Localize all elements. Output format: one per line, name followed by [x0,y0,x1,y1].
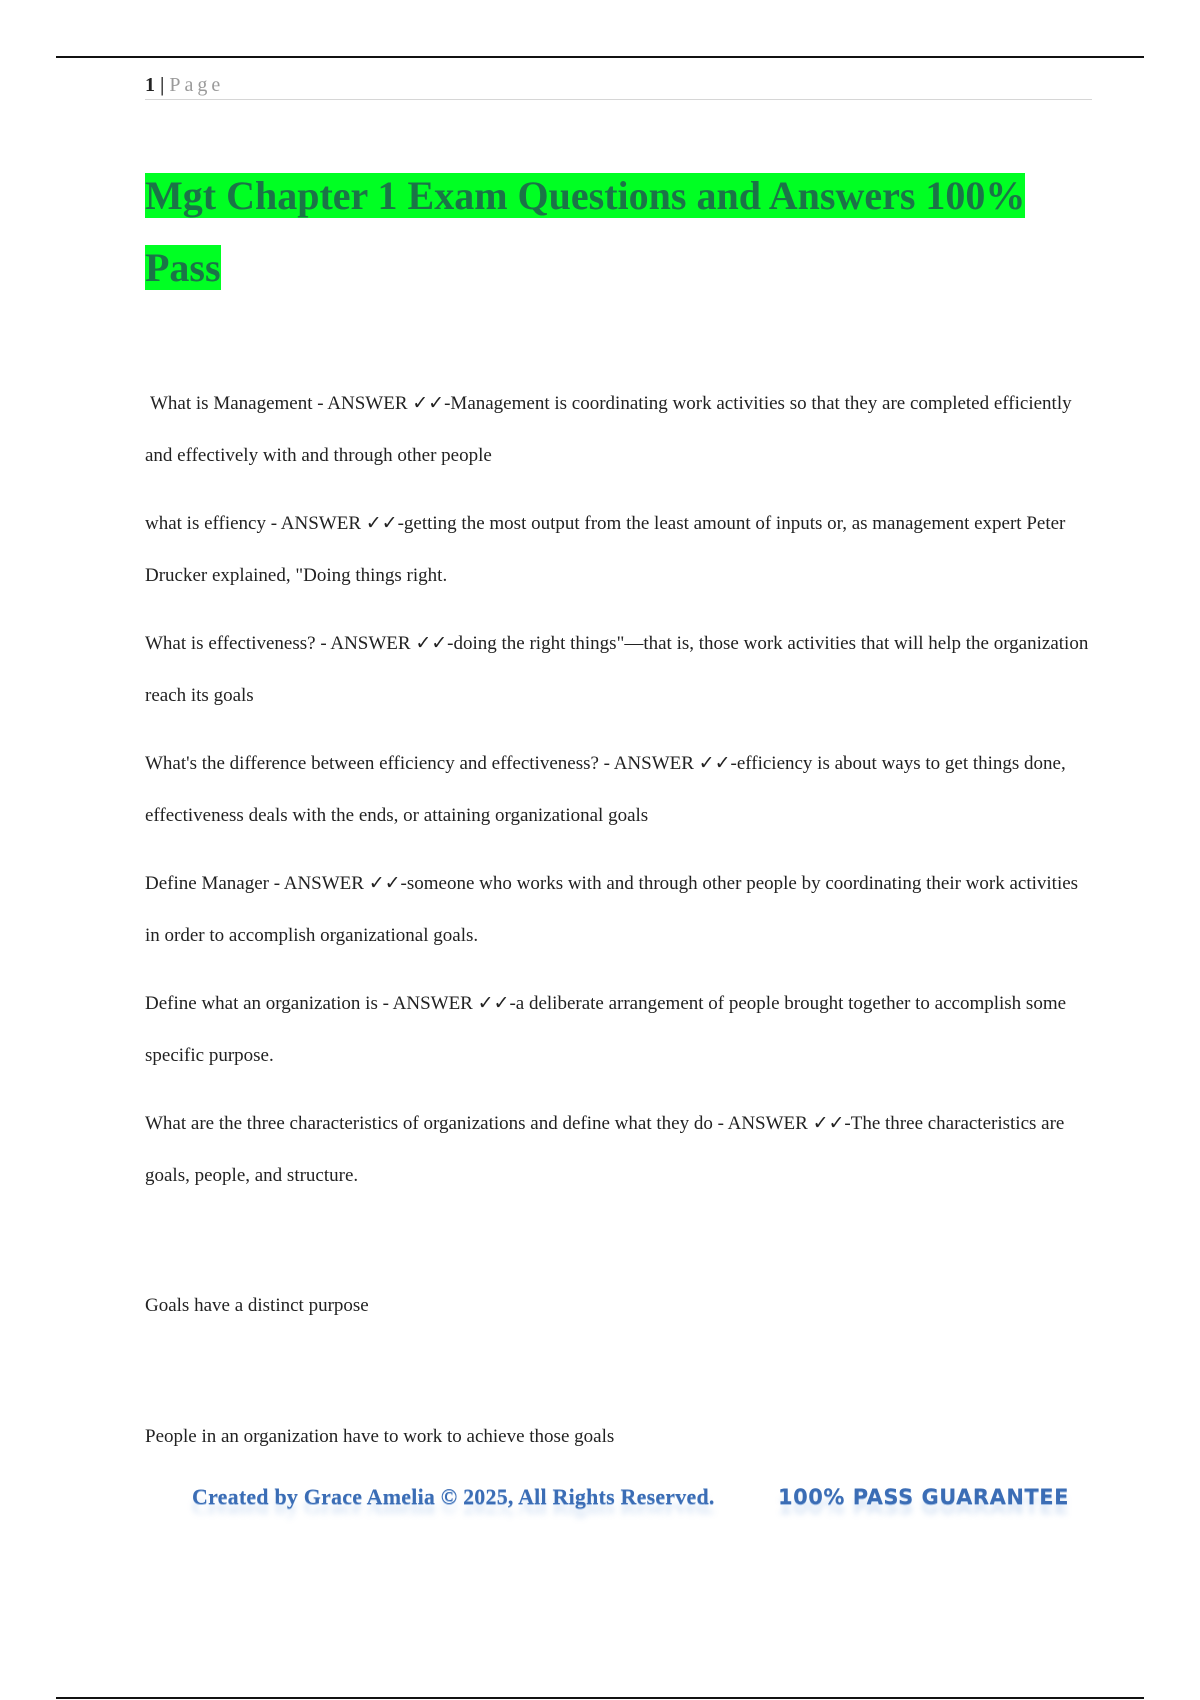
top-rule [56,56,1144,58]
page-label: Page [169,74,225,96]
qa-item-organization: Define what an organization is - ANSWER ✓✓-a deliberate arrangement of people brought together to accomplish some specific purpose. [145,993,1067,1066]
page-separator: | [160,74,165,96]
footer-copyright: Created by Grace Amelia © 2025, All Rights Reserved. [192,1484,715,1509]
qa-list [145,378,1090,1218]
qa-item-effectiveness: What is effectiveness? - ANSWER ✓✓-doing the right things"—that is, those work activities that will help the organization reach its goals [145,633,1089,706]
qa-item-management: What is Management - ANSWER ✓✓-Management is coordinating work activities so that they are completed efficiently and effectively with and through other people [145,393,1072,466]
document-title [145,160,1095,304]
qa-item-difference: What's the difference between efficiency and effectiveness? - ANSWER ✓✓-efficiency is about ways to get things done, effectiveness deals with the ends, or attaining organizational goals [145,753,1066,826]
page-header [145,71,1092,100]
qa-item-characteristics: What are the three characteristics of organizations and define what they do - ANSWER ✓✓-The three characteristics are goals, people, and structure. [145,1113,1065,1186]
qa-item-manager: Define Manager - ANSWER ✓✓-someone who works with and through other people by coordinating their work activities in order to accomplish organizational goals. [145,873,1079,946]
bottom-rule [56,1697,1144,1699]
text-line-people: People in an organization have to work to achieve those goals [145,1426,615,1447]
document-title-text: Mgt Chapter 1 Exam Questions and Answers 100% Pass [145,173,1026,290]
text-line-goals: Goals have a distinct purpose [145,1295,369,1316]
footer-guarantee: 100% PASS GUARANTEE [778,1485,1069,1509]
qa-item-efficiency: what is effiency - ANSWER ✓✓-getting the most output from the least amount of inputs or, as management expert Peter Drucker explained, "Doing things right. [145,513,1066,586]
page-number: 1 [145,74,155,96]
